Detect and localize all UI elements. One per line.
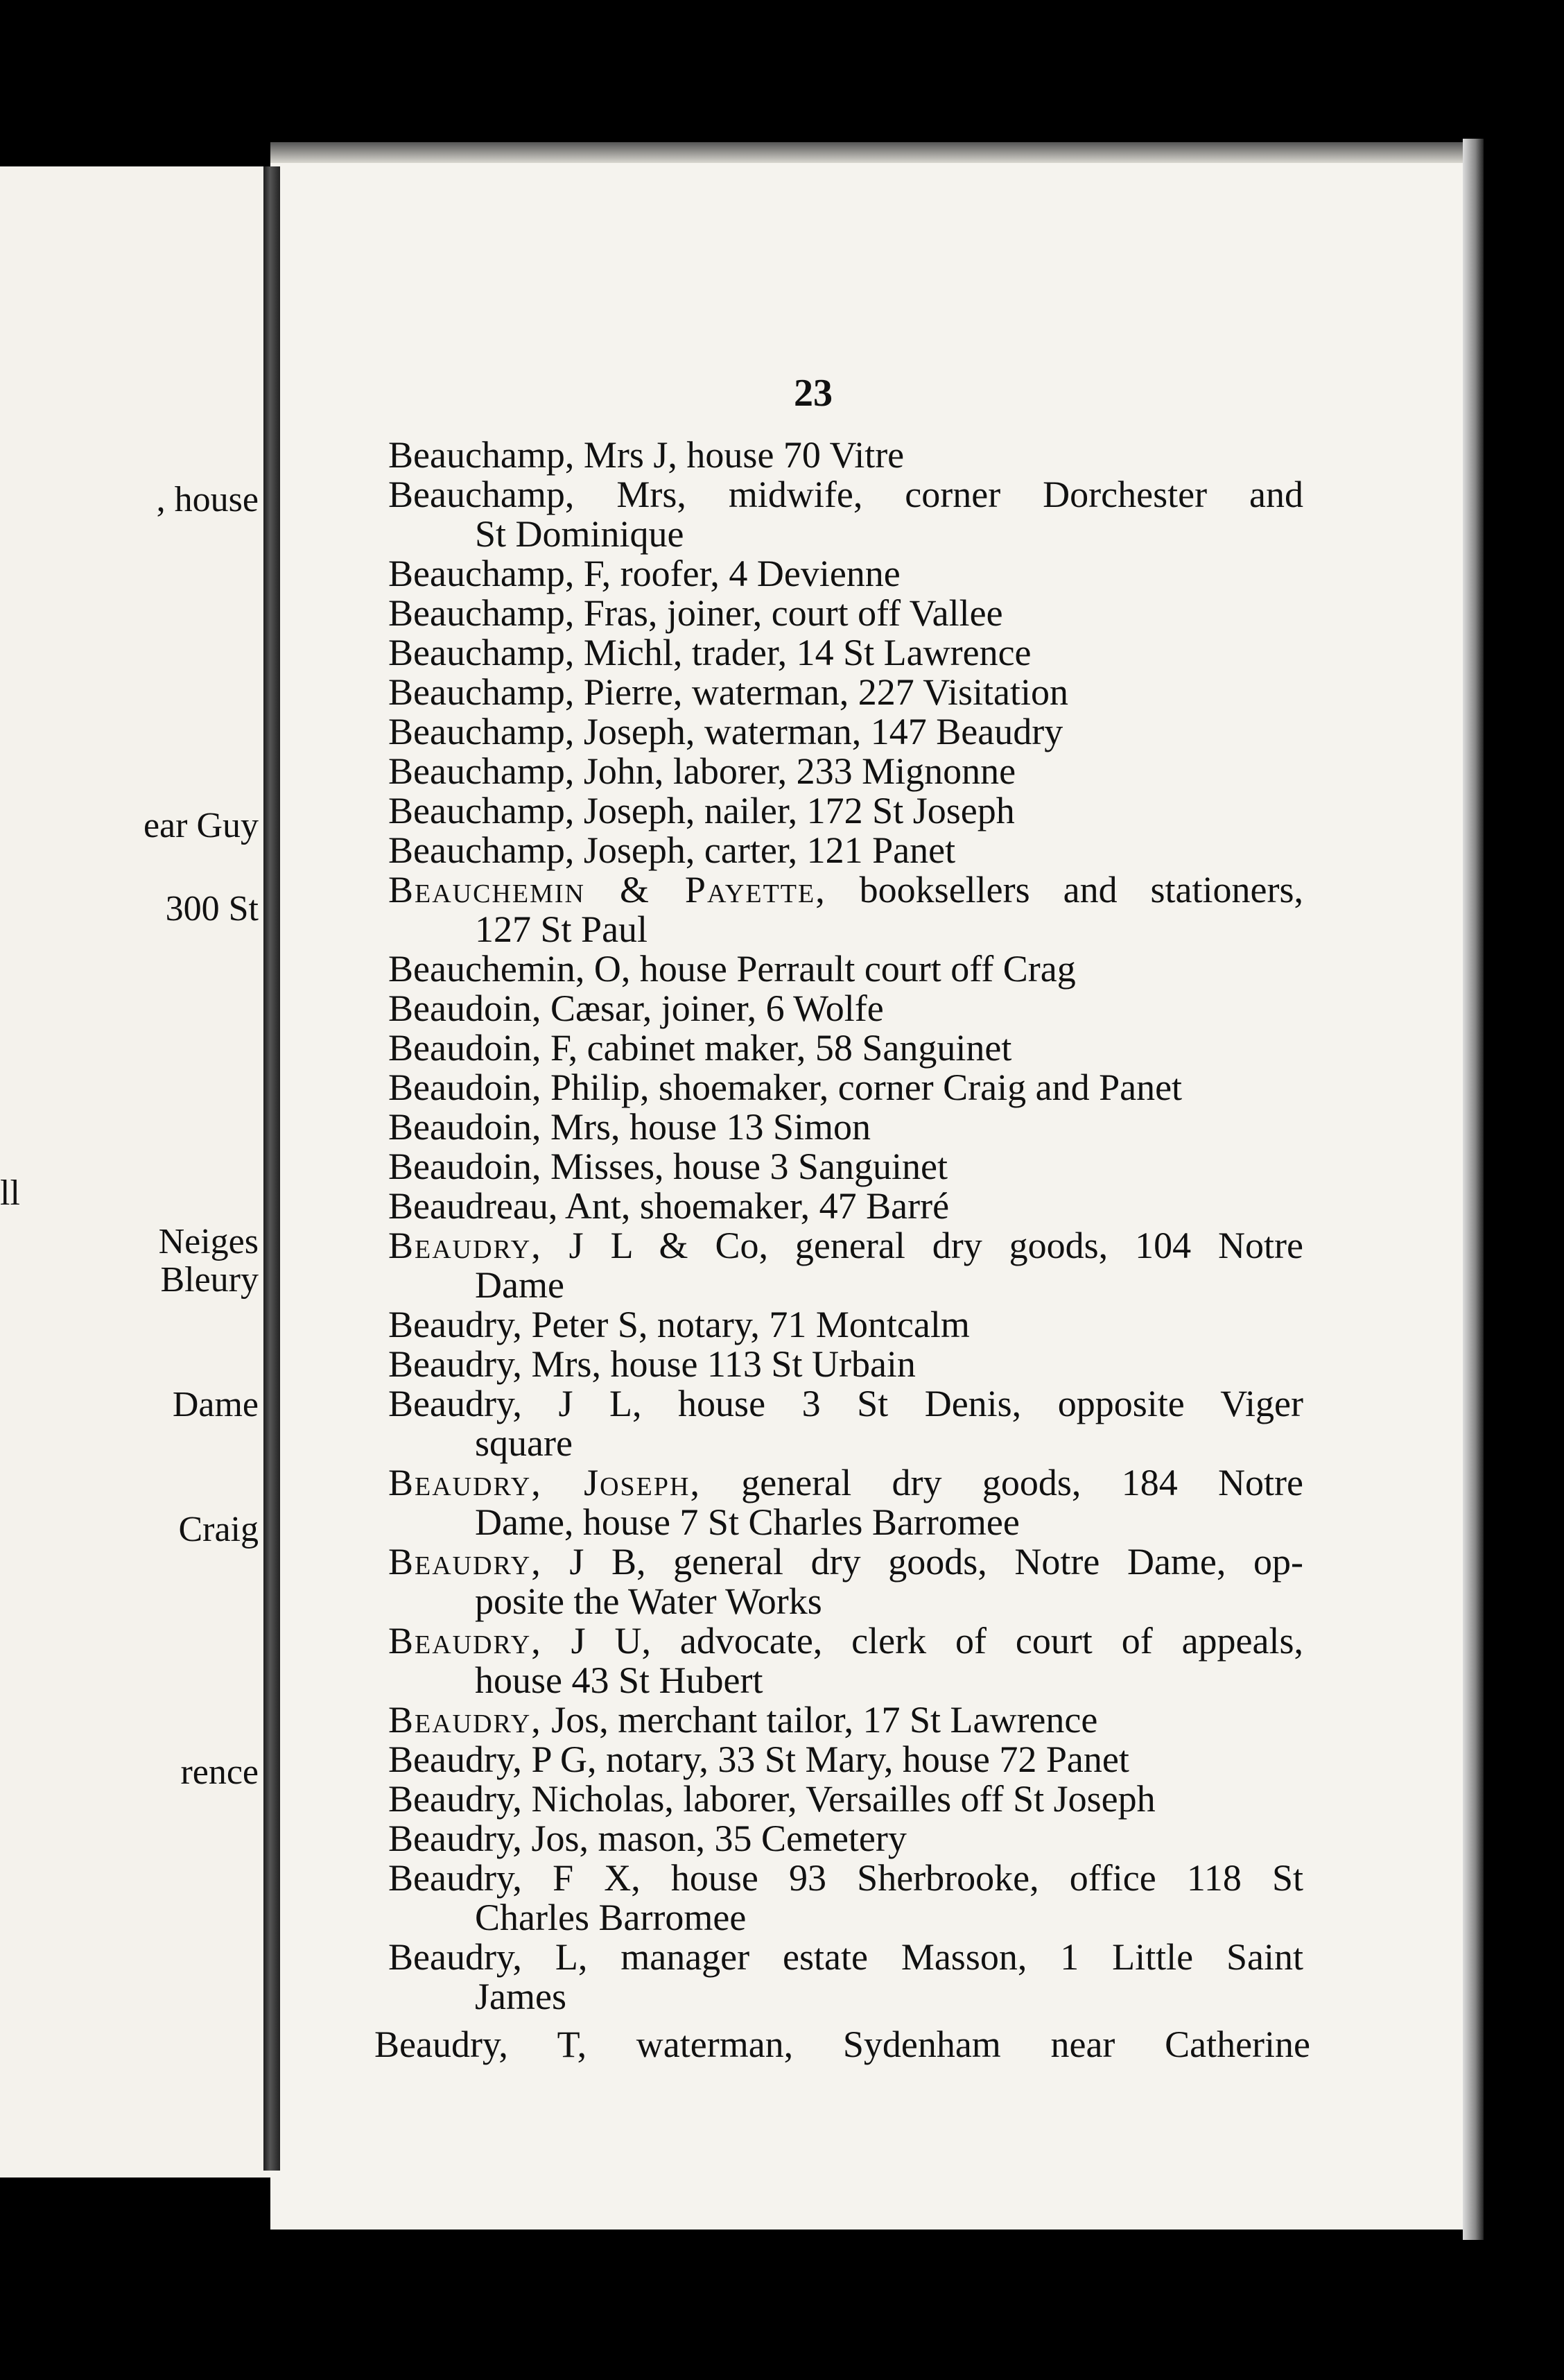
book-spine — [263, 166, 280, 2171]
previous-page-strip — [0, 166, 276, 2178]
entry-first-line — [388, 1740, 1303, 1779]
directory-entry — [388, 1938, 1303, 2017]
entry-continuation: Dame, house 7 St Charles Barromee — [475, 1501, 1020, 1543]
entry-first-line — [388, 1938, 1303, 1977]
entry-details: John, laborer, 233 Mignonne — [574, 750, 1016, 792]
entry-details: J L, house 3 St Denis, opposite Viger — [521, 1383, 1303, 1424]
directory-entry — [388, 712, 1303, 752]
entry-continuation: posite the Water Works — [475, 1580, 822, 1622]
entry-details: Mrs, house 113 St Urbain — [521, 1343, 916, 1385]
entry-name: Beauchamp, — [388, 790, 575, 831]
directory-entry — [388, 1226, 1303, 1305]
entry-first-line — [388, 673, 1303, 712]
directory-entry — [388, 554, 1303, 594]
left-page-fragment: ear Guy — [143, 806, 259, 845]
directory-entry — [388, 1463, 1303, 1542]
directory-entry — [388, 673, 1303, 712]
entry-details: Pierre, waterman, 227 Visitation — [574, 671, 1069, 713]
entry-details: Ant, shoemaker, 47 Barré — [557, 1185, 950, 1227]
entry-details: Mrs, house 13 Simon — [541, 1106, 871, 1148]
entry-first-line — [388, 989, 1303, 1028]
directory-entry — [388, 1621, 1303, 1700]
entry-details: J U, advocate, clerk of court of appeals, — [541, 1620, 1303, 1662]
entry-first-line — [388, 1107, 1303, 1147]
entry-first-line — [388, 791, 1303, 831]
left-page-fragment: ll — [0, 1173, 20, 1213]
entry-details: Jos, mason, 35 Cemetery — [521, 1818, 907, 1859]
entry-name: Beaudry, — [388, 1383, 522, 1424]
entry-continuation: 127 St Paul — [475, 908, 648, 950]
entry-first-line — [388, 870, 1303, 910]
entry-first-line — [388, 1700, 1303, 1740]
entry-details: Nicholas, laborer, Versailles off St Joseph — [521, 1778, 1156, 1820]
left-page-fragment: 300 St — [165, 889, 259, 929]
directory-entry — [388, 949, 1303, 989]
entry-name: Beaudry, — [388, 1857, 522, 1899]
entry-name: Beaudry, — [388, 1739, 522, 1780]
directory-entry — [388, 1384, 1303, 1463]
directory-entry — [388, 1345, 1303, 1384]
entry-continuation: house 43 St Hubert — [475, 1659, 763, 1701]
entry-details: Joseph, carter, 121 Panet — [574, 829, 956, 871]
entry-name: Beauchamp, — [388, 711, 575, 752]
directory-entry — [388, 1740, 1303, 1779]
entry-first-line — [388, 1859, 1303, 1898]
entry-name: Beaudry, — [388, 1343, 522, 1385]
directory-entry — [388, 1147, 1303, 1187]
directory-entry — [388, 989, 1303, 1028]
entry-first-line — [388, 752, 1303, 791]
entry-first-line — [388, 1621, 1303, 1661]
entry-name: Beauchamp, — [388, 829, 575, 871]
entry-details: Philip, shoemaker, corner Craig and Panet — [541, 1067, 1183, 1108]
entry-continuation: Dame — [475, 1264, 564, 1306]
directory-entry — [388, 1779, 1303, 1819]
directory-entry — [388, 594, 1303, 633]
entry-details: O, house Perrault court off Crag — [584, 948, 1076, 990]
entry-details: F X, house 93 Sherbrooke, office 118 St — [521, 1857, 1303, 1899]
entry-first-line — [388, 1028, 1303, 1068]
entry-details: Mrs J, house 70 Vitre — [574, 434, 905, 476]
entry-details: F, cabinet maker, 58 Sanguinet — [541, 1027, 1012, 1069]
page-right-edge — [1463, 139, 1484, 2240]
entry-details: Mrs, midwife, corner Dorchester and — [574, 474, 1303, 515]
entry-name: Beauchemin, — [388, 948, 585, 990]
entry-name: Beaudry, — [388, 1304, 522, 1345]
entry-name: Beaudoin, — [388, 1146, 541, 1187]
entry-first-line — [388, 475, 1303, 515]
directory-entry — [388, 436, 1303, 475]
entry-name: Beauchamp, — [388, 592, 575, 634]
directory-entries — [388, 436, 1303, 2017]
directory-entry — [388, 1700, 1303, 1740]
entry-first-line — [388, 554, 1303, 594]
entry-first-line — [388, 712, 1303, 752]
entry-details: Michl, trader, 14 St Lawrence — [574, 632, 1032, 673]
entry-first-line — [388, 1819, 1303, 1859]
entry-name: Beaudry, Joseph, — [388, 1462, 701, 1503]
directory-entry — [388, 1068, 1303, 1107]
entry-details: J L & Co, general dry goods, 104 Notre — [541, 1225, 1303, 1266]
entry-first-line — [388, 1463, 1303, 1503]
directory-entry — [388, 1187, 1303, 1226]
entry-first-line — [388, 1147, 1303, 1187]
entry-name: Beauchemin & Payette, — [388, 869, 826, 911]
entry-first-line — [388, 831, 1303, 870]
entry-details: Joseph, waterman, 147 Beaudry — [574, 711, 1063, 752]
entry-first-line — [388, 436, 1303, 475]
directory-entry — [388, 1542, 1303, 1621]
entry-details: booksellers and stationers, — [826, 869, 1303, 911]
entry-first-line — [388, 1384, 1303, 1424]
entry-first-line — [388, 1187, 1303, 1226]
left-page-fragment: Neiges — [158, 1222, 259, 1261]
entry-details: J B, general dry goods, Notre Dame, op- — [541, 1541, 1303, 1583]
entry-continuation: Charles Barromee — [475, 1897, 747, 1938]
entry-first-line — [388, 594, 1303, 633]
entry-name: Beaudry, — [388, 1699, 542, 1741]
entry-name: Beaudoin, — [388, 1067, 541, 1108]
directory-entry — [388, 1305, 1303, 1345]
entry-first-line — [388, 1305, 1303, 1345]
entry-first-line — [388, 1779, 1303, 1819]
entry-name: Beauchamp, — [388, 671, 575, 713]
entry-name: Beaudoin, — [388, 1106, 541, 1148]
entry-name: Beauchamp, — [388, 474, 575, 515]
entry-name: Beauchamp, — [388, 632, 575, 673]
directory-entry — [388, 633, 1303, 673]
entry-details: Peter S, notary, 71 Montcalm — [521, 1304, 970, 1345]
entry-name: Beaudreau, — [388, 1185, 558, 1227]
entry-details: Fras, joiner, court off Vallee — [574, 592, 1003, 634]
left-page-fragment: , house — [156, 480, 259, 519]
entry-continuation: James — [475, 1976, 566, 2017]
entry-details: P G, notary, 33 St Mary, house 72 Panet — [521, 1739, 1129, 1780]
directory-entry — [388, 475, 1303, 554]
entry-details: F, roofer, 4 Devienne — [574, 553, 901, 594]
directory-entry — [388, 791, 1303, 831]
entry-name: Beaudry, — [388, 1225, 542, 1266]
entry-name: Beaudry, — [388, 1541, 542, 1583]
directory-entry — [388, 831, 1303, 870]
directory-entry — [388, 870, 1303, 949]
entry-continuation: St Dominique — [475, 513, 684, 555]
entry-continuation: square — [475, 1422, 573, 1464]
entry-name: Beaudoin, — [388, 1027, 541, 1069]
entry-first-line — [388, 633, 1303, 673]
page-top-edge — [270, 142, 1484, 163]
entry-text: Beaudry, T, waterman, Sydenham near Catherine — [374, 2024, 1310, 2065]
directory-entry — [388, 1107, 1303, 1147]
entry-first-line — [388, 949, 1303, 989]
entry-name: Beauchamp, — [388, 750, 575, 792]
entry-name: Beaudry, — [388, 1936, 522, 1978]
directory-entry — [388, 752, 1303, 791]
entry-name: Beauchamp, — [388, 434, 575, 476]
left-page-fragment: Bleury — [160, 1260, 259, 1300]
entry-details: Misses, house 3 Sanguinet — [541, 1146, 948, 1187]
entry-details: L, manager estate Masson, 1 Little Saint — [521, 1936, 1303, 1978]
page-number: 23 — [794, 372, 833, 415]
left-page-fragment: Craig — [178, 1510, 259, 1549]
directory-entry — [388, 1028, 1303, 1068]
entry-name: Beauchamp, — [388, 553, 575, 594]
left-page-fragment: rence — [180, 1752, 259, 1792]
directory-entry-last — [374, 2024, 1310, 2065]
entry-first-line — [388, 1542, 1303, 1582]
entry-details: Jos, merchant tailor, 17 St Lawrence — [541, 1699, 1098, 1741]
entry-details: Cæsar, joiner, 6 Wolfe — [541, 988, 884, 1029]
entry-details: Joseph, nailer, 172 St Joseph — [574, 790, 1015, 831]
entry-name: Beaudry, — [388, 1818, 522, 1859]
entry-first-line — [388, 1068, 1303, 1107]
entry-first-line — [388, 1345, 1303, 1384]
entry-name: Beaudry, — [388, 1620, 542, 1662]
entry-first-line — [388, 1226, 1303, 1266]
directory-entry — [388, 1819, 1303, 1859]
entry-details: general dry goods, 184 Notre — [700, 1462, 1303, 1503]
left-page-fragment: Dame — [172, 1385, 259, 1424]
entry-name: Beaudry, — [388, 1778, 522, 1820]
directory-entry — [388, 1859, 1303, 1938]
entry-name: Beaudoin, — [388, 988, 541, 1029]
